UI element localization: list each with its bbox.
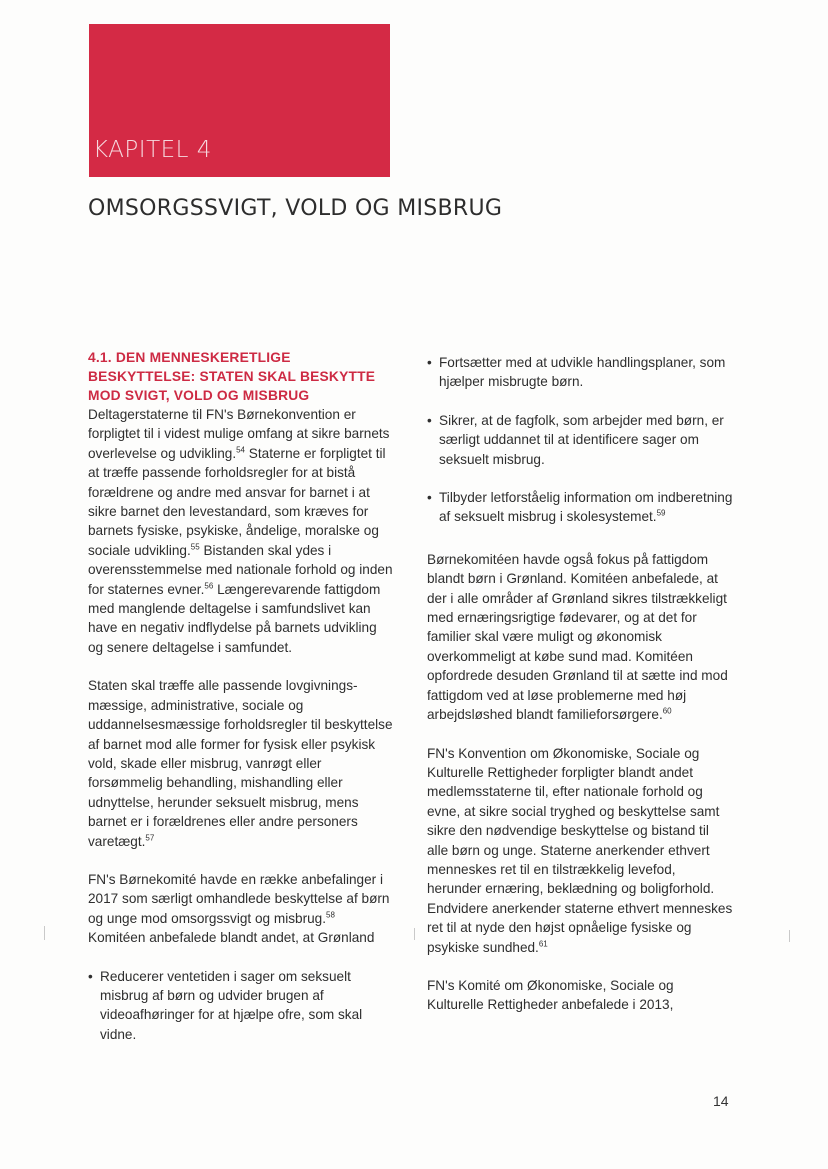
footnote-ref: 60 — [662, 706, 672, 716]
list-item — [88, 967, 393, 1045]
list-item-text: Tilbyder letforståelig information om indberetning af seksuelt misbrug i skolesystemet. — [439, 490, 733, 525]
footnote-ref: 54 — [236, 445, 246, 455]
paragraph-poverty — [427, 550, 733, 725]
paragraph-intro — [88, 405, 393, 657]
paragraph-text: Børnekomitéen havde også fokus på fattigdom blandt børn i Grønland. Komitéen anbefalede, at der i alle områder af Grønland sikres tilstrækkeligt med ernæringsrigtige fødevarer, og at det for familier skal være muligt og økonomisk overkommeligt at købe sund mad. Komitéen opfordrede desuden Grønland til at sætte ind mod fattigdom ved at løse problemerne med høj arbejdsløshed blandt familieforsørgere. — [427, 551, 728, 723]
page-number: 14 — [713, 1093, 729, 1109]
footnote-ref: 55 — [190, 542, 200, 552]
footnote-ref: 61 — [538, 939, 548, 949]
scan-artifact — [414, 928, 415, 940]
paragraph-text: Staterne er forpligtet til at træffe passende forholdsregler for at bistå forældrene og andre med ansvar for barnet i at sikre barnet den levestandard, som kræves for barnets fysiske, psykiske, åndelige, moralske og sociale udvikling. — [88, 445, 386, 558]
paragraph-text: FN's Børnekomité havde en række anbefalinger i 2017 som særligt omhandlede beskyttelse af børn og unge mod omsorgssvigt og misbrug. — [88, 871, 390, 926]
list-item-text: Reducerer ventetiden i sager om seksuelt misbrug af børn og udvider brugen af videoafhøringer for at hjælpe ofre, som skal vidne. — [100, 968, 363, 1042]
paragraph-covenant — [427, 744, 733, 957]
scan-artifact — [44, 926, 45, 940]
recommendation-list — [427, 353, 733, 527]
paragraph-text: Bistanden skal ydes i overensstemmelse med nationale forhold og inden for staternes evner. — [88, 542, 393, 597]
paragraph-text: Deltagerstaterne til FN's Børnekonvention er forpligtet til i videst mulige omfang at sikre barnets overlevelse og udvikling. — [88, 407, 390, 461]
left-column — [88, 348, 393, 1044]
footnote-ref: 56 — [204, 581, 214, 591]
footnote-ref: 58 — [326, 910, 335, 920]
right-column — [427, 353, 733, 1015]
paragraph-text: Staten skal træffe alle passende lovgivnings-mæssige, administrative, sociale og uddannelsesmæssige forholdsregler til beskyttelse af barnet mod alle former for fysisk eller psykisk vold, skade eller misbrug, vanrøgt eller forsømmelig behandling, mishandling eller udnyttelse, herunder seksuelt misbrug, mens barnet er i forældrenes eller andre personers varetægt. — [88, 678, 393, 849]
footnote-ref: 59 — [656, 508, 666, 518]
paragraph-committee — [88, 870, 393, 948]
list-item — [427, 488, 733, 527]
paragraph-text: FN's Konvention om Økonomiske, Sociale og Kulturelle Rettigheder forpligter blandt andet medlemsstaterne til, efter nationale forhold og evne, at sikre social tryghed og beskyttelse samt sikre den nødvendige beskyttelse og bistand til alle børn og unge. Staterne anerkender ethvert menneskes ret til en tilstrækkelig levefod, herunder ernæring, beklædning og boligforhold. Endvidere anerkender staterne ethvert menneskes ret til at nyde den højst opnåelige fysiske og psykiske sundhed. — [427, 745, 733, 955]
list-item — [427, 411, 733, 469]
chapter-label: KAPITEL 4 — [93, 137, 212, 163]
recommendation-list — [88, 967, 393, 1045]
list-item-text: Sikrer, at de fagfolk, som arbejder med børn, er særligt uddannet til at identificere sager om seksuelt misbrug. — [439, 412, 724, 467]
footnote-ref: 57 — [145, 833, 155, 842]
section-heading: 4.1. DEN MENNESKERETLIGE BESKYTTELSE: STATEN SKAL BESKYTTE MOD SVIGT, VOLD OG MISBRUG — [88, 350, 376, 403]
paragraph-escr-committee: FN's Komité om Økonomiske, Sociale og Kulturelle Rettigheder anbefalede i 2013, — [427, 977, 674, 1013]
list-item-text: Fortsætter med at udvikle handlingsplaner, som hjælper misbrugte børn. — [439, 355, 726, 390]
list-item — [427, 353, 733, 392]
paragraph-text: Længerevarende fattigdom med manglende deltagelse i samfundslivet kan have en negativ indflydelse på barnets udvikling og senere deltagelse i samfundet. — [88, 581, 381, 655]
paragraph-state-duty — [88, 676, 393, 851]
chapter-title: OMSORGSSVIGT, VOLD OG MISBRUG — [88, 196, 503, 221]
chapter-banner — [89, 24, 390, 177]
paragraph-text: Komitéen anbefalede blandt andet, at Grønland — [88, 930, 375, 946]
scan-artifact — [789, 930, 790, 942]
